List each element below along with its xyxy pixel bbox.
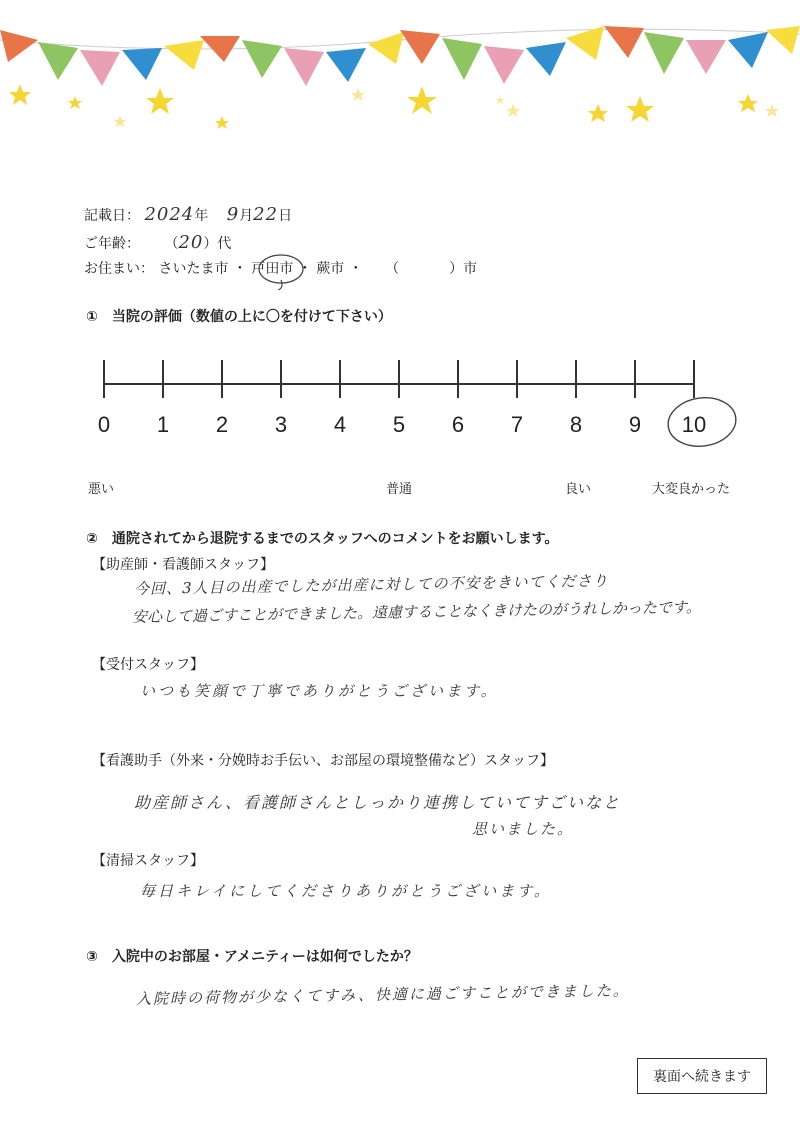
scale-number-1: 1	[156, 412, 170, 437]
scale-label-bad: 悪い	[88, 482, 115, 497]
address-other-close: ）市	[449, 261, 478, 277]
star	[496, 96, 504, 104]
flag	[442, 38, 482, 80]
star	[588, 104, 608, 122]
section-heading-reception: 【受付スタッフ】	[92, 657, 204, 673]
scale-number-4: 4	[333, 412, 347, 437]
rating-scale	[90, 350, 710, 410]
comment-assistant-line2: 思いました。	[472, 820, 575, 838]
flag	[686, 40, 726, 74]
flag	[566, 26, 604, 60]
flag	[604, 26, 644, 58]
flag	[326, 48, 366, 82]
month-suffix: 月	[239, 208, 254, 224]
address-label: お住まい：	[84, 261, 154, 277]
date-month-value: 9	[226, 204, 240, 225]
address-other-open: （	[385, 261, 400, 277]
flag	[80, 50, 120, 86]
continue-notice	[637, 1058, 767, 1094]
age-value: 20	[178, 232, 204, 253]
comment-assistant-line1: 助産師さん、看護師さんとしっかり連携していてすごいなと	[134, 793, 621, 812]
comment-reception: いつも笑顔で丁寧でありがとうございます。	[140, 682, 499, 700]
flag	[164, 40, 204, 70]
section-heading-cleaning: 【清掃スタッフ】	[92, 853, 204, 869]
rating-selection-circle	[662, 386, 742, 450]
section-heading-midwife: 【助産師・看護師スタッフ】	[92, 557, 274, 573]
flag	[766, 26, 800, 54]
scale-number-10: 10	[681, 412, 707, 437]
address-option-warabi: 蕨市	[316, 261, 345, 277]
scale-label-good: 良い	[565, 482, 592, 497]
comment-midwife-line2: 安心して過ごすことができました。遠慮することなくきけたのがうれしかったです。	[131, 598, 701, 626]
star	[9, 84, 31, 105]
continue-text: 裏面へ続きます	[653, 1069, 751, 1085]
flag	[526, 42, 566, 76]
scale-label-great: 大変良かった	[652, 482, 731, 497]
flag	[644, 32, 684, 74]
age-open: （	[164, 236, 179, 252]
address-selection-circle	[254, 250, 308, 290]
star	[146, 88, 174, 114]
q3-title: ③ 入院中のお部屋・アメニティーは如何でしたか？	[86, 949, 418, 965]
scale-number-0: 0	[97, 412, 111, 437]
star	[407, 86, 437, 114]
date-year-value: 2024	[144, 204, 195, 225]
star	[351, 88, 365, 101]
flag	[484, 46, 524, 84]
day-suffix: 日	[278, 208, 293, 224]
q2-title: ② 通院されてから退院するまでのスタッフへのコメントをお願いします。	[86, 531, 559, 547]
flag	[728, 32, 768, 68]
scale-number-6: 6	[451, 412, 465, 437]
scale-number-9: 9	[628, 412, 642, 437]
flag	[242, 40, 282, 78]
scale-number-8: 8	[569, 412, 583, 437]
scale-number-7: 7	[510, 412, 524, 437]
bunting-decoration	[0, 0, 800, 140]
comment-cleaning: 毎日キレイにしてくださりありがとうございます。	[140, 882, 552, 900]
flag	[38, 42, 78, 80]
scale-number-2: 2	[215, 412, 229, 437]
address-sep: ・	[232, 261, 247, 277]
age-label: ご年齢：	[84, 236, 140, 252]
star	[765, 104, 779, 117]
date-day-value: 22	[253, 204, 279, 225]
address-sep: ・	[348, 261, 363, 277]
flag	[122, 48, 162, 80]
star	[626, 96, 654, 122]
scale-number-3: 3	[274, 412, 288, 437]
address-sep: ・	[297, 261, 312, 277]
flag	[368, 32, 404, 64]
scale-label-normal: 普通	[386, 482, 413, 497]
date-label: 記載日：	[84, 208, 140, 224]
flag	[284, 48, 324, 86]
age-row	[84, 232, 231, 253]
section-heading-assistant: 【看護助手（外来・分娩時お手伝い、お部屋の環境整備など）スタッフ】	[92, 753, 554, 769]
star	[68, 96, 82, 109]
star	[506, 104, 520, 117]
year-suffix: 年	[194, 208, 209, 224]
age-close: ）代	[203, 236, 232, 252]
star	[114, 116, 126, 127]
comment-room-amenity: 入院時の荷物が少なくてすみ、快適に過ごすことができました。	[135, 981, 630, 1008]
date-row	[84, 204, 292, 225]
scale-number-5: 5	[392, 412, 406, 437]
flag	[0, 30, 38, 62]
star	[215, 116, 229, 129]
address-option-toda: 戸田市	[251, 261, 294, 277]
comment-midwife-line1: 今回、3人目の出産でしたが出産に対しての不安をきいてくださり	[133, 571, 609, 598]
address-option-saitama: さいたま市	[158, 261, 229, 277]
flag	[400, 30, 440, 64]
star	[738, 94, 758, 112]
q1-title: ① 当院の評価（数値の上に〇を付けて下さい）	[86, 309, 392, 325]
